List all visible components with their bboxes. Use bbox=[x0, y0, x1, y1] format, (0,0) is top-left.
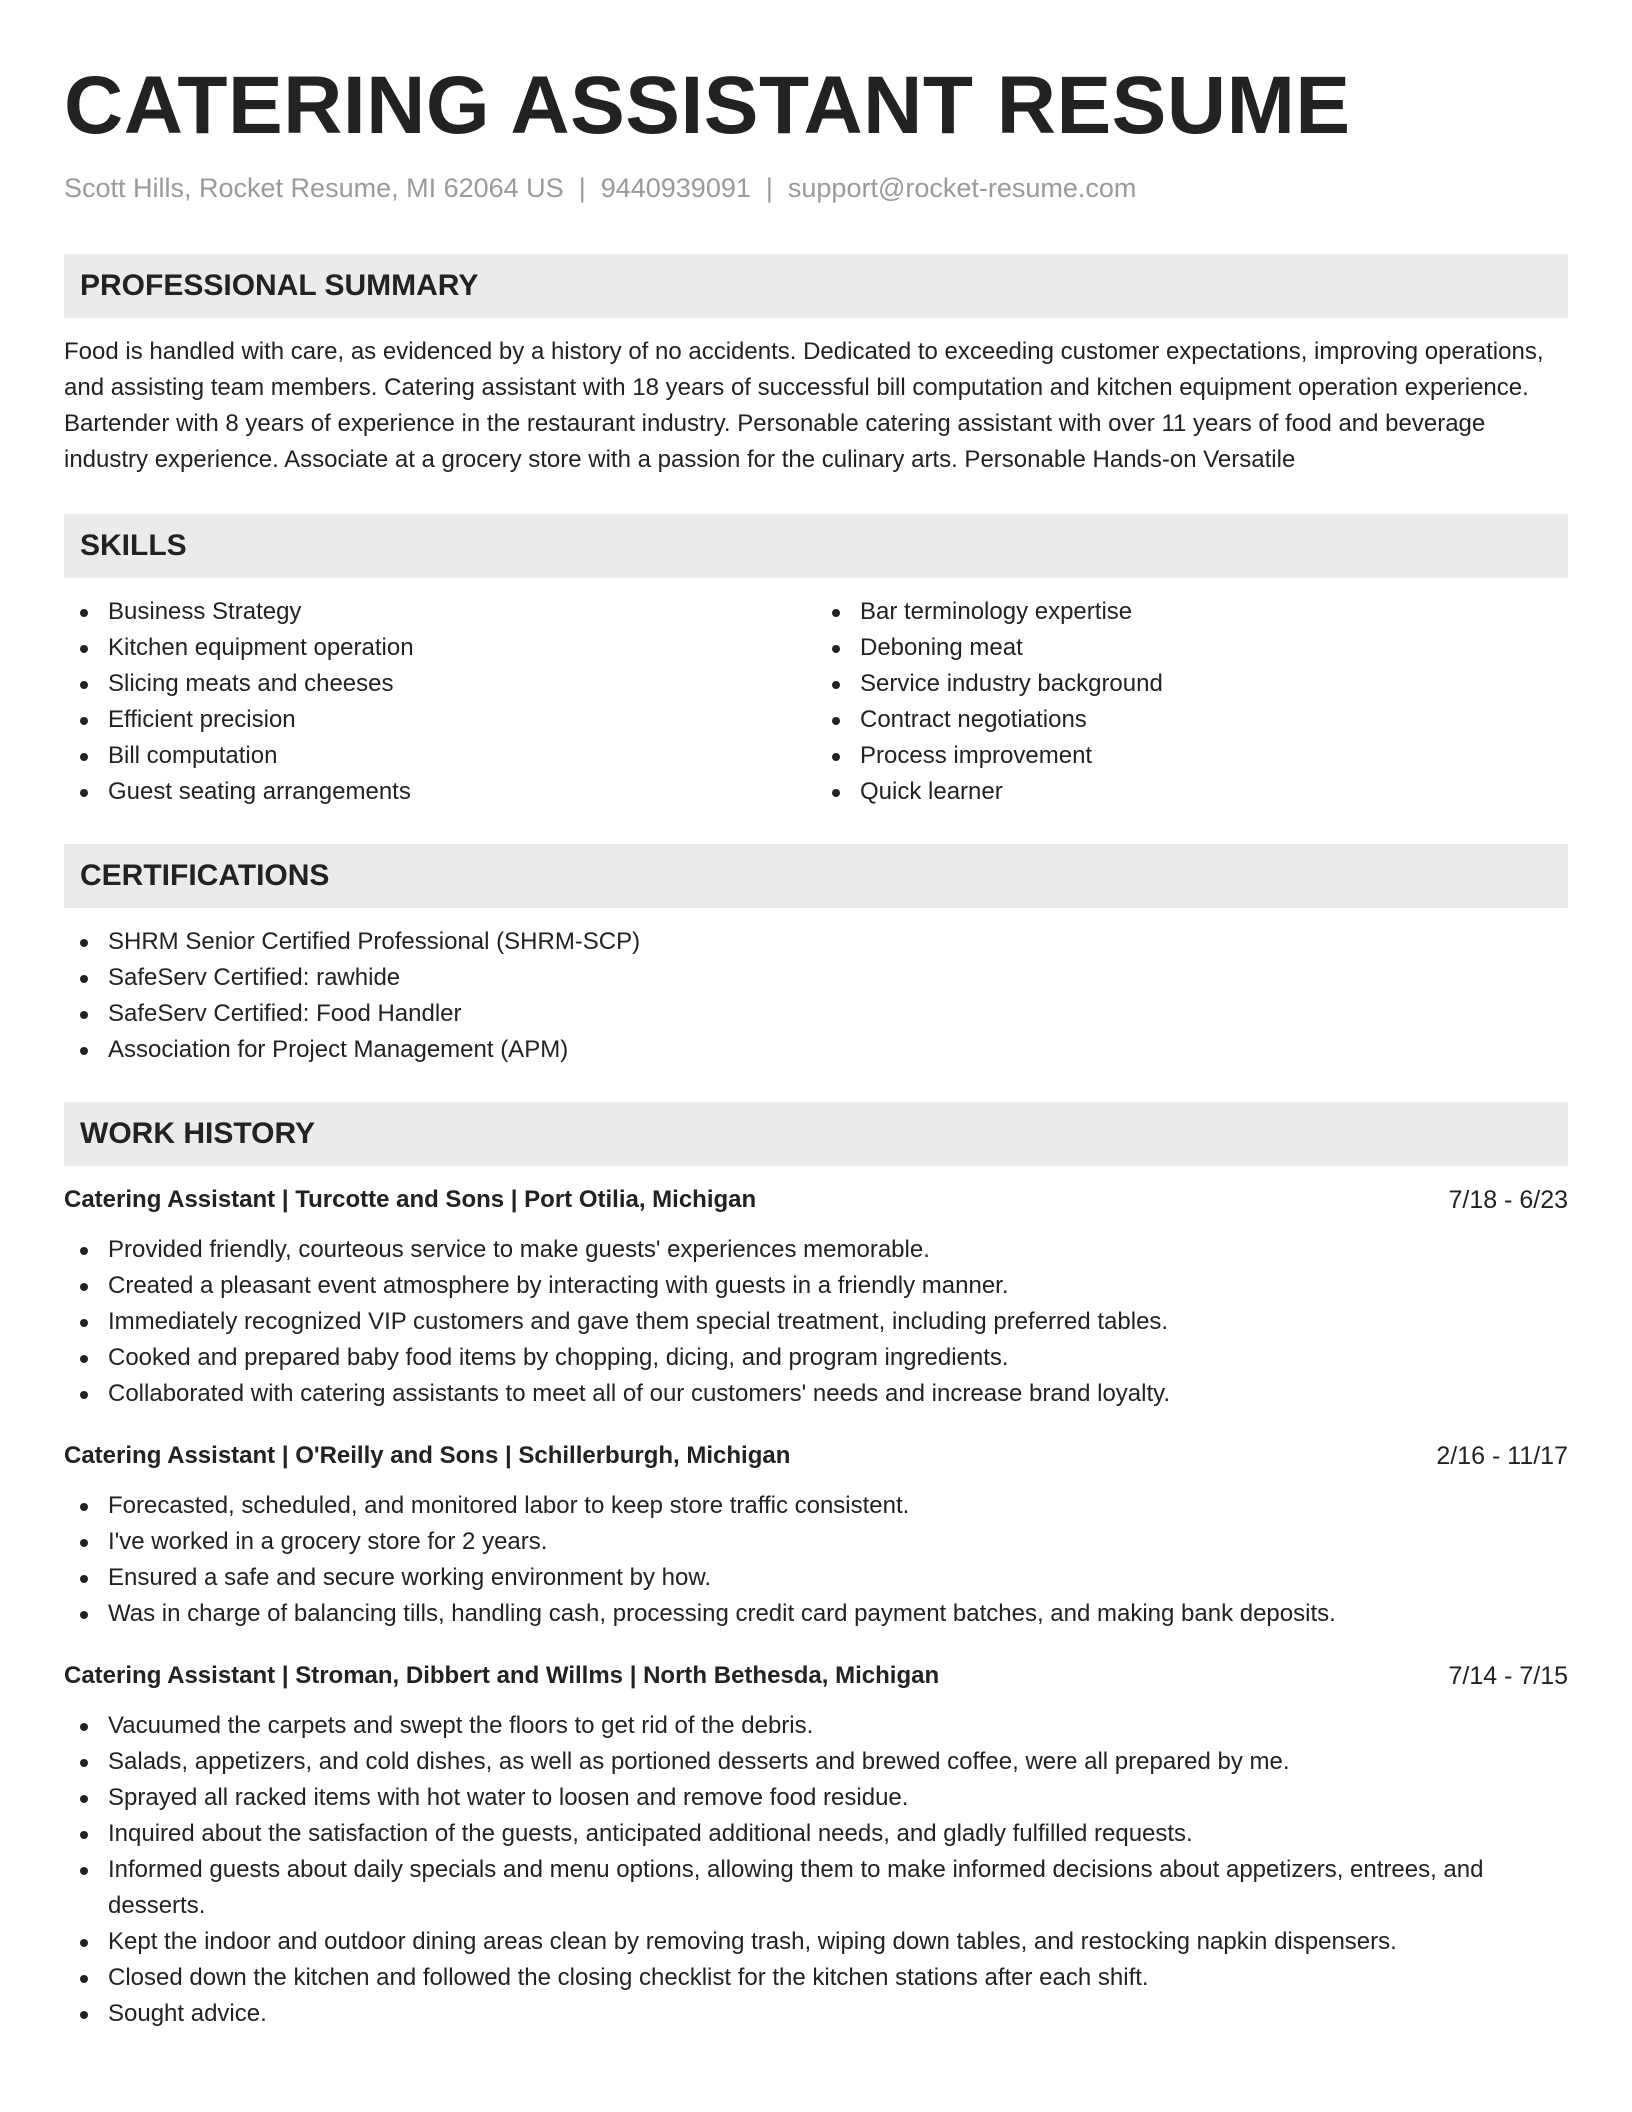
skill-item: Business Strategy bbox=[64, 594, 816, 630]
job-bullet: Closed down the kitchen and followed the closing checklist for the kitchen stations after each shift. bbox=[64, 1960, 1568, 1996]
certifications-heading: CERTIFICATIONS bbox=[64, 844, 1568, 908]
skill-item: Kitchen equipment operation bbox=[64, 630, 816, 666]
job-dates: 7/18 - 6/23 bbox=[1448, 1186, 1568, 1214]
job-bullet: Forecasted, scheduled, and monitored labor to keep store traffic consistent. bbox=[64, 1488, 1568, 1524]
contact-address: Scott Hills, Rocket Resume, MI 62064 US bbox=[64, 173, 564, 203]
job-bullet-list bbox=[64, 1232, 1568, 1412]
job-bullet: Collaborated with catering assistants to meet all of our customers' needs and increase brand loyalty. bbox=[64, 1376, 1568, 1412]
job-entry bbox=[64, 1182, 1568, 1412]
job-header bbox=[64, 1438, 1568, 1474]
contact-email: support@rocket-resume.com bbox=[787, 173, 1137, 203]
job-bullet: Salads, appetizers, and cold dishes, as well as portioned desserts and brewed coffee, were all prepared by me. bbox=[64, 1744, 1568, 1780]
job-bullet: Created a pleasant event atmosphere by interacting with guests in a friendly manner. bbox=[64, 1268, 1568, 1304]
skills-right-list bbox=[816, 594, 1568, 810]
certification-item: SafeServ Certified: rawhide bbox=[64, 960, 1568, 996]
certifications-list bbox=[64, 924, 1568, 1068]
page-title: CATERING ASSISTANT RESUME bbox=[64, 60, 1351, 151]
contact-line bbox=[64, 172, 1568, 204]
contact-separator: | bbox=[578, 173, 586, 203]
skill-item: Bill computation bbox=[64, 738, 816, 774]
job-bullet: Cooked and prepared baby food items by chopping, dicing, and program ingredients. bbox=[64, 1340, 1568, 1376]
skill-item: Quick learner bbox=[816, 774, 1568, 810]
contact-phone: 9440939091 bbox=[600, 173, 751, 203]
job-bullet: Kept the indoor and outdoor dining areas clean by removing trash, wiping down tables, and restocking napkin dispensers. bbox=[64, 1924, 1568, 1960]
job-bullet: Provided friendly, courteous service to make guests' experiences memorable. bbox=[64, 1232, 1568, 1268]
skills-heading: SKILLS bbox=[64, 514, 1568, 578]
job-dates: 2/16 - 11/17 bbox=[1436, 1442, 1568, 1470]
job-entry bbox=[64, 1438, 1568, 1632]
job-bullet-list bbox=[64, 1708, 1568, 2032]
skill-item: Bar terminology expertise bbox=[816, 594, 1568, 630]
job-bullet-list bbox=[64, 1488, 1568, 1632]
skill-item: Efficient precision bbox=[64, 702, 816, 738]
job-bullet: Sought advice. bbox=[64, 1996, 1568, 2032]
skills-section bbox=[64, 514, 1568, 810]
certification-item: SafeServ Certified: Food Handler bbox=[64, 996, 1568, 1032]
certification-item: Association for Project Management (APM) bbox=[64, 1032, 1568, 1068]
contact-separator: | bbox=[765, 173, 773, 203]
work-history-heading: WORK HISTORY bbox=[64, 1102, 1568, 1166]
summary-text: Food is handled with care, as evidenced by a history of no accidents. Dedicated to exceeding customer expectations, improving operations, and assisting team members. Catering assistant with 18 years of successful bill computation and kitchen equipment operation experience. Bartender with 8 years of experience in the restaurant industry. Personable catering assistant with over 11 years of food and beverage industry experience. Associate at a grocery store with a passion for the culinary arts. Personable Hands-on Versatile bbox=[64, 338, 1544, 473]
job-title: Catering Assistant | Stroman, Dibbert and Willms | North Bethesda, Michigan bbox=[64, 1662, 940, 1689]
job-bullet: Ensured a safe and secure working environment by how. bbox=[64, 1560, 1568, 1596]
certification-item: SHRM Senior Certified Professional (SHRM-SCP) bbox=[64, 924, 1568, 960]
summary-section bbox=[64, 254, 1568, 478]
skills-left-list bbox=[64, 594, 816, 810]
summary-heading: PROFESSIONAL SUMMARY bbox=[64, 254, 1568, 318]
job-title: Catering Assistant | O'Reilly and Sons | Schillerburgh, Michigan bbox=[64, 1442, 791, 1469]
certifications-section bbox=[64, 844, 1568, 1068]
skill-item: Slicing meats and cheeses bbox=[64, 666, 816, 702]
job-bullet: Inquired about the satisfaction of the guests, anticipated additional needs, and gladly fulfilled requests. bbox=[64, 1816, 1568, 1852]
skills-grid bbox=[64, 594, 1568, 810]
job-bullet: Sprayed all racked items with hot water to loosen and remove food residue. bbox=[64, 1780, 1568, 1816]
job-bullet: Informed guests about daily specials and menu options, allowing them to make informed decisions about appetizers, entrees, and desserts. bbox=[64, 1852, 1568, 1924]
job-entry bbox=[64, 1658, 1568, 2032]
job-header bbox=[64, 1658, 1568, 1694]
job-title: Catering Assistant | Turcotte and Sons | Port Otilia, Michigan bbox=[64, 1186, 757, 1213]
work-history-section bbox=[64, 1102, 1568, 2032]
skill-item: Guest seating arrangements bbox=[64, 774, 816, 810]
job-header bbox=[64, 1182, 1568, 1218]
skill-item: Contract negotiations bbox=[816, 702, 1568, 738]
job-dates: 7/14 - 7/15 bbox=[1448, 1662, 1568, 1690]
skill-item: Service industry background bbox=[816, 666, 1568, 702]
job-bullet: Was in charge of balancing tills, handling cash, processing credit card payment batches, and making bank deposits. bbox=[64, 1596, 1568, 1632]
job-bullet: I've worked in a grocery store for 2 years. bbox=[64, 1524, 1568, 1560]
job-bullet: Immediately recognized VIP customers and gave them special treatment, including preferred tables. bbox=[64, 1304, 1568, 1340]
skill-item: Process improvement bbox=[816, 738, 1568, 774]
skill-item: Deboning meat bbox=[816, 630, 1568, 666]
job-bullet: Vacuumed the carpets and swept the floors to get rid of the debris. bbox=[64, 1708, 1568, 1744]
